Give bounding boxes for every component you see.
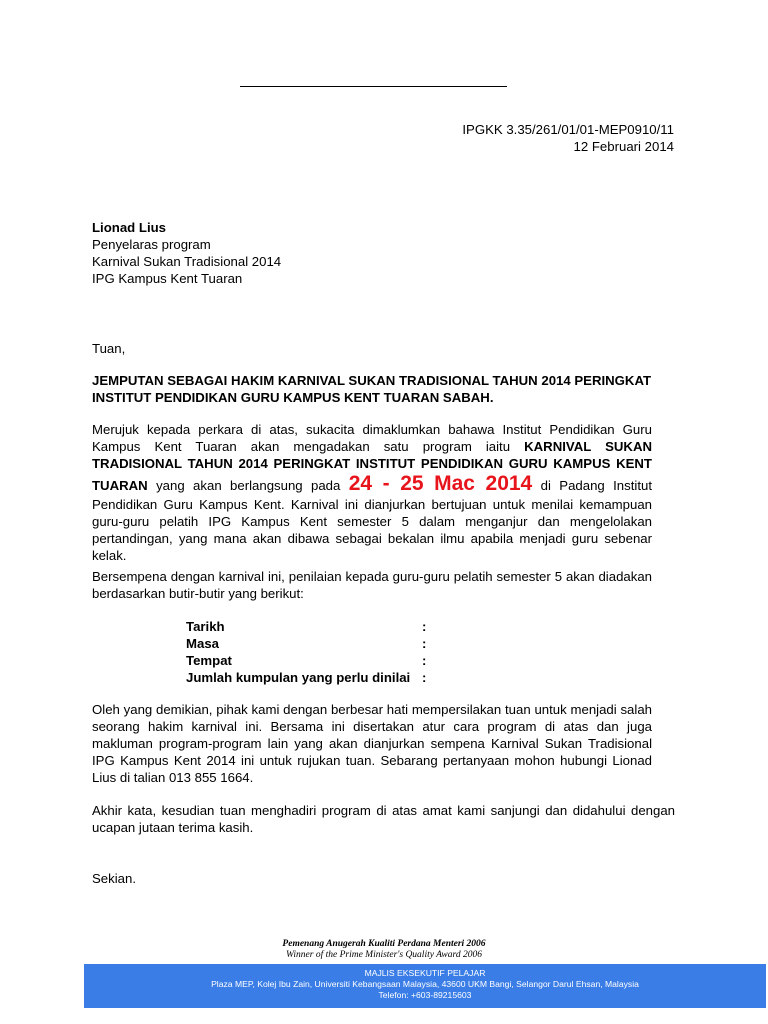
footer-org: MAJLIS EKSEKUTIF PELAJAR bbox=[364, 968, 486, 978]
recipient-address bbox=[92, 219, 281, 287]
details-list bbox=[186, 618, 426, 686]
intro-rest-text: di Padang Institut Pendidikan Guru Kampus Kent. Karnival ini dianjurkan bertujuan untuk menilai kemampuan guru-guru pelatih IPG Kampus Kent semester 5 dalam menganjur dan mengelolakan pertandingan, yang mana akan dibawa sebagai bekalan ilmu apabila menjadi guru sebenar kelak. bbox=[92, 478, 652, 563]
paragraph-details-intro: Bersempena dengan karnival ini, penilaian kepada guru-guru pelatih semester 5 akan diadakan berdasarkan butir-butir yang berikut: bbox=[92, 569, 652, 601]
award-note bbox=[0, 939, 768, 961]
recipient-line: IPG Kampus Kent Tuaran bbox=[92, 271, 243, 286]
event-date: 24 - 25 Mac 2014 bbox=[348, 472, 533, 495]
recipient-line: Karnival Sukan Tradisional 2014 bbox=[92, 254, 282, 269]
paragraph-invitation: Oleh yang demikian, pihak kami dengan berbesar hati mempersilakan tuan untuk menjadi salah seorang hakim karnival ini. Bersama ini disertakan atur cara program di atas dan juga makluman program-program lain yang akan dianjurkan sempena Karnival Sukan Tradisional IPG Kampus Kent 2014 ini untuk rujukan tuan. Sebarang pertanyaan mohon hubungi Lionad Lius di talian 013 855 1664. bbox=[92, 702, 652, 785]
intro-text: Merujuk kepada perkara di atas, sukacita dimaklumkan bahawa Institut Pendidikan Guru Kampus Kent Tuaran akan mengadakan satu program iaitu bbox=[92, 422, 652, 454]
salutation: Tuan, bbox=[92, 341, 126, 356]
award-malay: Pemenang Anugerah Kualiti Perdana Menteri 2006 bbox=[282, 939, 486, 949]
award-english: Winner of the Prime Minister's Quality Award 2006 bbox=[286, 950, 482, 960]
detail-row bbox=[186, 635, 426, 652]
detail-row bbox=[186, 652, 426, 669]
closing-word: Sekian. bbox=[92, 871, 136, 886]
detail-label: Tempat bbox=[186, 653, 232, 668]
detail-label: Jumlah kumpulan yang perlu dinilai bbox=[186, 670, 411, 685]
reference-block bbox=[462, 121, 674, 155]
paragraph-intro bbox=[92, 421, 652, 564]
footer-address: Plaza MEP, Kolej Ibu Zain, Universiti Kebangsaan Malaysia, 43600 UKM Bangi, Selangor Darul Ehsan, Malaysia bbox=[211, 979, 639, 989]
detail-colon: : bbox=[422, 636, 427, 651]
footer-phone: Telefon: +603-89215603 bbox=[378, 990, 472, 1000]
detail-row bbox=[186, 669, 426, 686]
letter-subject: JEMPUTAN SEBAGAI HAKIM KARNIVAL SUKAN TRADISIONAL TAHUN 2014 PERINGKAT INSTITUT PENDIDIKAN GURU KAMPUS KENT TUARAN SABAH. bbox=[92, 373, 652, 405]
detail-label: Masa bbox=[186, 636, 219, 651]
letter-date: 12 Februari 2014 bbox=[573, 139, 674, 154]
reference-number: IPGKK 3.35/261/01/01-MEP0910/11 bbox=[462, 122, 674, 137]
detail-colon: : bbox=[422, 653, 427, 668]
paragraph-closing: Akhir kata, kesudian tuan menghadiri program di atas amat kami sanjungi dan didahului dengan ucapan jutaan terima kasih. bbox=[92, 803, 675, 835]
detail-colon: : bbox=[422, 670, 427, 685]
detail-colon: : bbox=[422, 619, 427, 634]
letterhead-rule bbox=[240, 86, 507, 87]
detail-label: Tarikh bbox=[186, 619, 225, 634]
recipient-line: Penyelaras program bbox=[92, 237, 211, 252]
footer-banner bbox=[84, 964, 766, 1008]
program-name: KARNIVAL SUKAN TRADISIONAL TAHUN 2014 PERINGKAT INSTITUT PENDIDIKAN GURU KAMPUS KENT TUARAN bbox=[92, 439, 652, 493]
intro-mid-text: yang akan berlangsung pada bbox=[147, 478, 349, 493]
recipient-name: Lionad Lius bbox=[92, 220, 166, 235]
detail-row bbox=[186, 618, 426, 635]
